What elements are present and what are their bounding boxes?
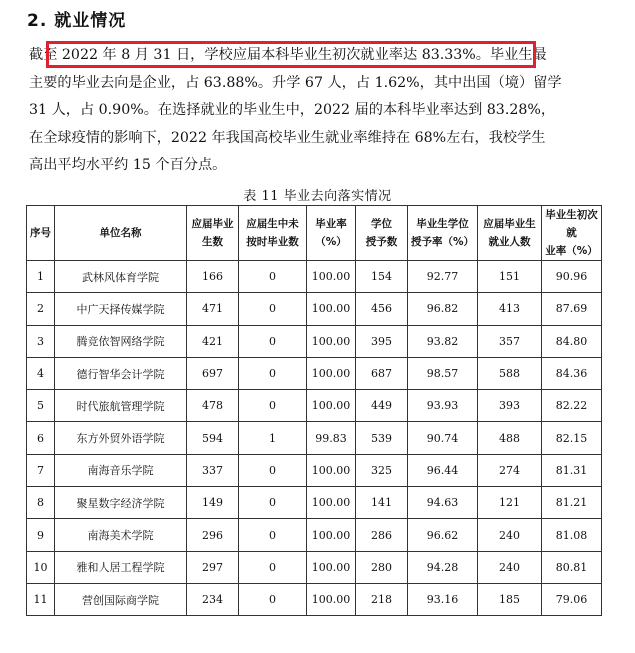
table-row (27, 261, 602, 293)
table-row (27, 390, 602, 422)
column-header-text: 应届毕业生 (483, 218, 536, 230)
column-header (478, 206, 542, 261)
table-cell: 0 (239, 519, 307, 551)
table-cell: 81.21 (542, 487, 602, 519)
table-cell: 478 (187, 390, 239, 422)
table-cell: 357 (478, 325, 542, 357)
table-cell: 10 (27, 551, 55, 583)
table-row (27, 551, 602, 583)
unit-name-cell: 南海音乐学院 (55, 454, 187, 486)
table-cell: 0 (239, 551, 307, 583)
table-cell: 92.77 (408, 261, 478, 293)
table-cell: 11 (27, 583, 55, 615)
table-cell: 100.00 (307, 293, 356, 325)
table-cell: 149 (187, 487, 239, 519)
table-cell: 280 (356, 551, 408, 583)
column-header-text: 学位 (371, 218, 392, 230)
unit-name-cell: 雅和人居工程学院 (55, 551, 187, 583)
table-cell: 141 (356, 487, 408, 519)
table-cell: 0 (239, 390, 307, 422)
table-cell: 100.00 (307, 551, 356, 583)
table-cell: 395 (356, 325, 408, 357)
column-header-text: 毕业生初次就 (545, 209, 598, 239)
table-cell: 99.83 (307, 422, 356, 454)
table-caption: 表 11 毕业去向落实情况 (243, 189, 392, 204)
paragraph-line: 截至 2022 年 8 月 31 日，学校应届本科毕业生初次就业率达 83.33%。毕业生最 (29, 47, 547, 63)
table-cell: 81.31 (542, 454, 602, 486)
unit-name-cell: 聚星数字经济学院 (55, 487, 187, 519)
table-body (27, 261, 602, 616)
table-cell: 1 (239, 422, 307, 454)
table-cell: 93.93 (408, 390, 478, 422)
table-cell: 488 (478, 422, 542, 454)
table-cell: 325 (356, 454, 408, 486)
table-cell: 87.69 (542, 293, 602, 325)
table-cell: 687 (356, 357, 408, 389)
table-cell: 2 (27, 293, 55, 325)
table-cell: 274 (478, 454, 542, 486)
table-cell: 81.08 (542, 519, 602, 551)
table-cell: 0 (239, 325, 307, 357)
table-row (27, 583, 602, 615)
column-header-text: 应届生中未 (246, 218, 299, 230)
table-cell: 93.16 (408, 583, 478, 615)
table-cell: 151 (478, 261, 542, 293)
paragraph-line: 在全球疫情的影响下，2022 年我国高校毕业生就业率维持在 68%左右，我校学生 (29, 129, 546, 146)
table-cell: 154 (356, 261, 408, 293)
table-cell: 84.80 (542, 325, 602, 357)
table-cell: 94.63 (408, 487, 478, 519)
column-header-text: 毕业率 (315, 218, 347, 230)
column-header-text: 按时毕业数 (246, 236, 299, 248)
table-row (27, 325, 602, 357)
unit-name-cell: 营创国际商学院 (55, 583, 187, 615)
table-cell: 100.00 (307, 261, 356, 293)
column-header-text: 序号 (30, 227, 51, 239)
table-cell: 337 (187, 454, 239, 486)
table-cell: 100.00 (307, 357, 356, 389)
column-header-text: 毕业生学位 (416, 218, 469, 230)
table-row (27, 422, 602, 454)
column-header (408, 206, 478, 261)
table-cell: 449 (356, 390, 408, 422)
table-cell: 456 (356, 293, 408, 325)
table-cell: 98.57 (408, 357, 478, 389)
table-cell: 100.00 (307, 454, 356, 486)
highlight-box (46, 41, 536, 68)
table-cell: 0 (239, 261, 307, 293)
table-cell: 93.82 (408, 325, 478, 357)
table-cell: 0 (239, 583, 307, 615)
table-cell: 94.28 (408, 551, 478, 583)
table-cell: 697 (187, 357, 239, 389)
unit-name-cell: 武林风体育学院 (55, 261, 187, 293)
column-header (55, 206, 187, 261)
table-header-row (27, 206, 602, 261)
table-cell: 9 (27, 519, 55, 551)
table-cell: 471 (187, 293, 239, 325)
table-row (27, 487, 602, 519)
column-header (239, 206, 307, 261)
unit-name-cell: 德行智华会计学院 (55, 357, 187, 389)
column-header (307, 206, 356, 261)
column-header-text: 授予数 (365, 236, 398, 248)
table-cell: 84.36 (542, 357, 602, 389)
paragraph-line: 高出平均水平约 15 个百分点。 (29, 157, 227, 173)
table-cell: 240 (478, 551, 542, 583)
column-header (187, 206, 239, 261)
paragraph-line: 主要的毕业去向是企业，占 63.88%。升学 67 人，占 1.62%，其中出国（境）留学 (29, 74, 562, 91)
table-cell: 79.06 (542, 583, 602, 615)
column-header-text: 就业人数 (488, 236, 531, 248)
table-cell: 80.81 (542, 551, 602, 583)
table-cell: 588 (478, 357, 542, 389)
table-cell: 90.74 (408, 422, 478, 454)
table-cell: 100.00 (307, 519, 356, 551)
table-row (27, 519, 602, 551)
table-cell: 166 (187, 261, 239, 293)
column-header-text: 授予率（%） (410, 236, 475, 248)
column-header (542, 206, 602, 261)
column-header-text: 业率（%） (545, 245, 598, 257)
table-cell: 0 (239, 293, 307, 325)
unit-name-cell: 腾竞依智网络学院 (55, 325, 187, 357)
section-heading: 2. 就业情况 (27, 11, 127, 31)
table-cell: 234 (187, 583, 239, 615)
table-cell: 96.82 (408, 293, 478, 325)
table-row (27, 293, 602, 325)
table-cell: 100.00 (307, 487, 356, 519)
paragraph-line: 31 人，占 0.90%。在选择就业的毕业生中，2022 届的本科毕业率达到 83.28%， (29, 102, 556, 118)
table-cell: 96.44 (408, 454, 478, 486)
column-header (356, 206, 408, 261)
table-cell: 100.00 (307, 390, 356, 422)
table-cell: 539 (356, 422, 408, 454)
table-cell: 5 (27, 390, 55, 422)
table-cell: 1 (27, 261, 55, 293)
unit-name-cell: 南海美术学院 (55, 519, 187, 551)
table-cell: 297 (187, 551, 239, 583)
table-cell: 4 (27, 357, 55, 389)
table-cell: 421 (187, 325, 239, 357)
table-cell: 121 (478, 487, 542, 519)
table-cell: 185 (478, 583, 542, 615)
table-cell: 8 (27, 487, 55, 519)
column-header-text: 生数 (202, 236, 223, 248)
table-cell: 594 (187, 422, 239, 454)
table-cell: 286 (356, 519, 408, 551)
column-header-text: 单位名称 (99, 227, 142, 239)
table-cell: 100.00 (307, 325, 356, 357)
table-cell: 0 (239, 487, 307, 519)
table-row (27, 454, 602, 486)
table-cell: 6 (27, 422, 55, 454)
column-header-text: （%） (315, 236, 347, 248)
table-row (27, 357, 602, 389)
table-cell: 240 (478, 519, 542, 551)
table-cell: 7 (27, 454, 55, 486)
table-cell: 90.96 (542, 261, 602, 293)
table-cell: 0 (239, 454, 307, 486)
table-cell: 0 (239, 357, 307, 389)
column-header (27, 206, 55, 261)
table-cell: 3 (27, 325, 55, 357)
unit-name-cell: 中广天择传媒学院 (55, 293, 187, 325)
column-header-text: 应届毕业 (191, 218, 234, 230)
unit-name-cell: 时代旅航管理学院 (55, 390, 187, 422)
graduation-table (26, 205, 602, 616)
table-cell: 82.22 (542, 390, 602, 422)
table-cell: 82.15 (542, 422, 602, 454)
table-cell: 100.00 (307, 583, 356, 615)
table-cell: 218 (356, 583, 408, 615)
table-cell: 413 (478, 293, 542, 325)
table-cell: 296 (187, 519, 239, 551)
unit-name-cell: 东方外贸外语学院 (55, 422, 187, 454)
table-cell: 96.62 (408, 519, 478, 551)
table-cell: 393 (478, 390, 542, 422)
